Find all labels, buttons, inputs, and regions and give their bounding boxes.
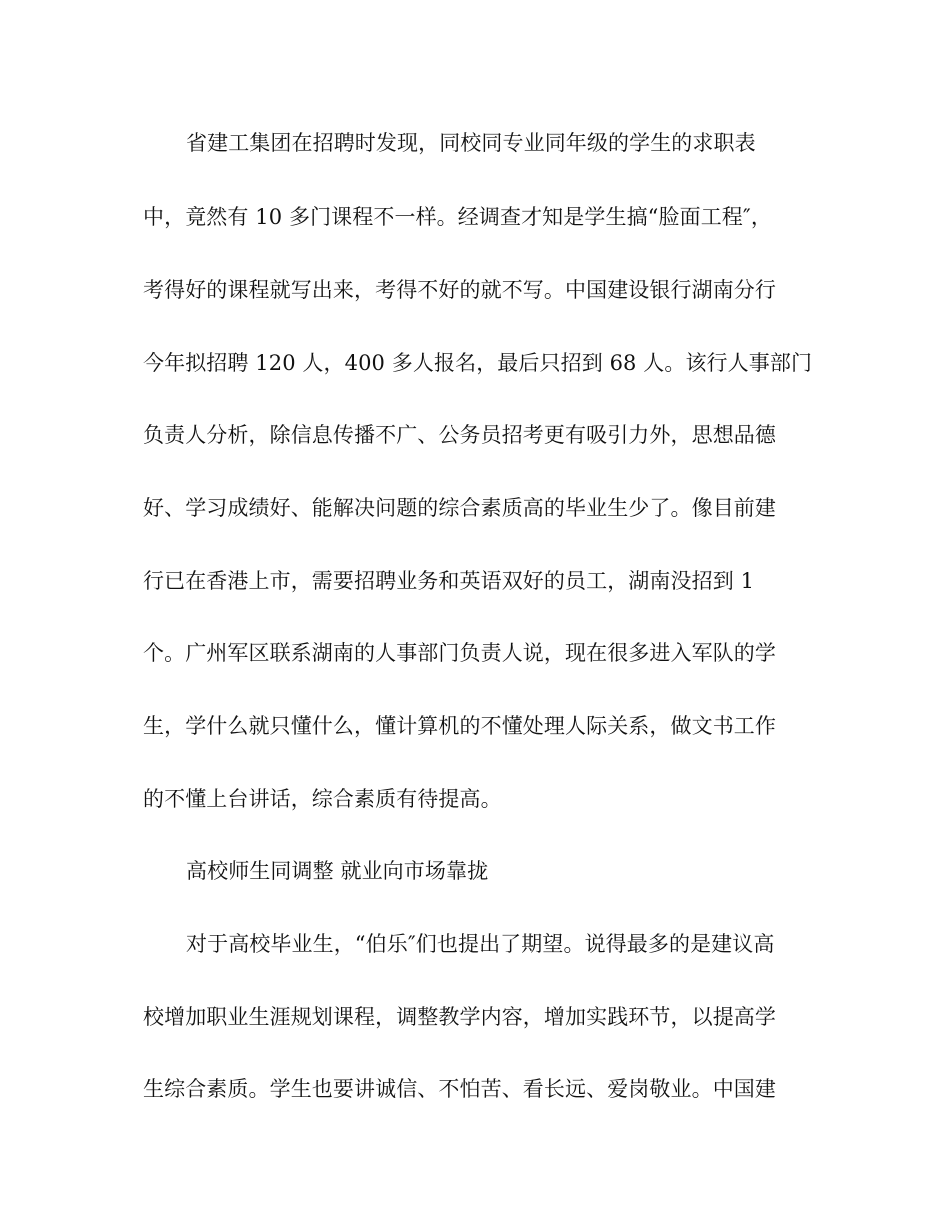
section-heading: 高校师生同调整 就业向市场靠拢 [186, 859, 489, 883]
paragraph-line: 省建工集团在招聘时发现，同校同专业同年级的学生的求职表 [186, 131, 756, 155]
paragraph-line: 行已在香港上市，需要招聘业务和英语双好的员工，湖南没招到 1 [143, 569, 755, 593]
paragraph-line: 校增加职业生涯规划课程，调整教学内容，增加实践环节，以提高学 [143, 1005, 776, 1029]
paragraph-line: 今年拟招聘 120 人，400 多人报名，最后只招到 68 人。该行人事部门 [143, 351, 813, 375]
paragraph-line: 生综合素质。学生也要讲诚信、不怕苦、看长远、爱岗敬业。中国建 [143, 1077, 776, 1101]
paragraph-line: 对于高校毕业生，“伯乐″们也提出了期望。说得最多的是建议高 [186, 932, 775, 956]
paragraph-line: 个。广州军区联系湖南的人事部门负责人说，现在很多进入军队的学 [143, 641, 776, 665]
paragraph-line: 考得好的课程就写出来，考得不好的就不写。中国建设银行湖南分行 [143, 278, 776, 302]
paragraph-line: 中，竟然有 10 多门课程不一样。经调查才知是学生搞“脸面工程″， [143, 205, 772, 229]
paragraph-line: 好、学习成绩好、能解决问题的综合素质高的毕业生少了。像目前建 [143, 496, 776, 520]
paragraph-line: 负责人分析，除信息传播不广、公务员招考更有吸引力外，思想品德 [143, 423, 776, 447]
paragraph-line: 的不懂上台讲话，综合素质有待提高。 [143, 787, 502, 811]
paragraph-line: 生，学什么就只懂什么，懂计算机的不懂处理人际关系，做文书工作 [143, 714, 776, 738]
